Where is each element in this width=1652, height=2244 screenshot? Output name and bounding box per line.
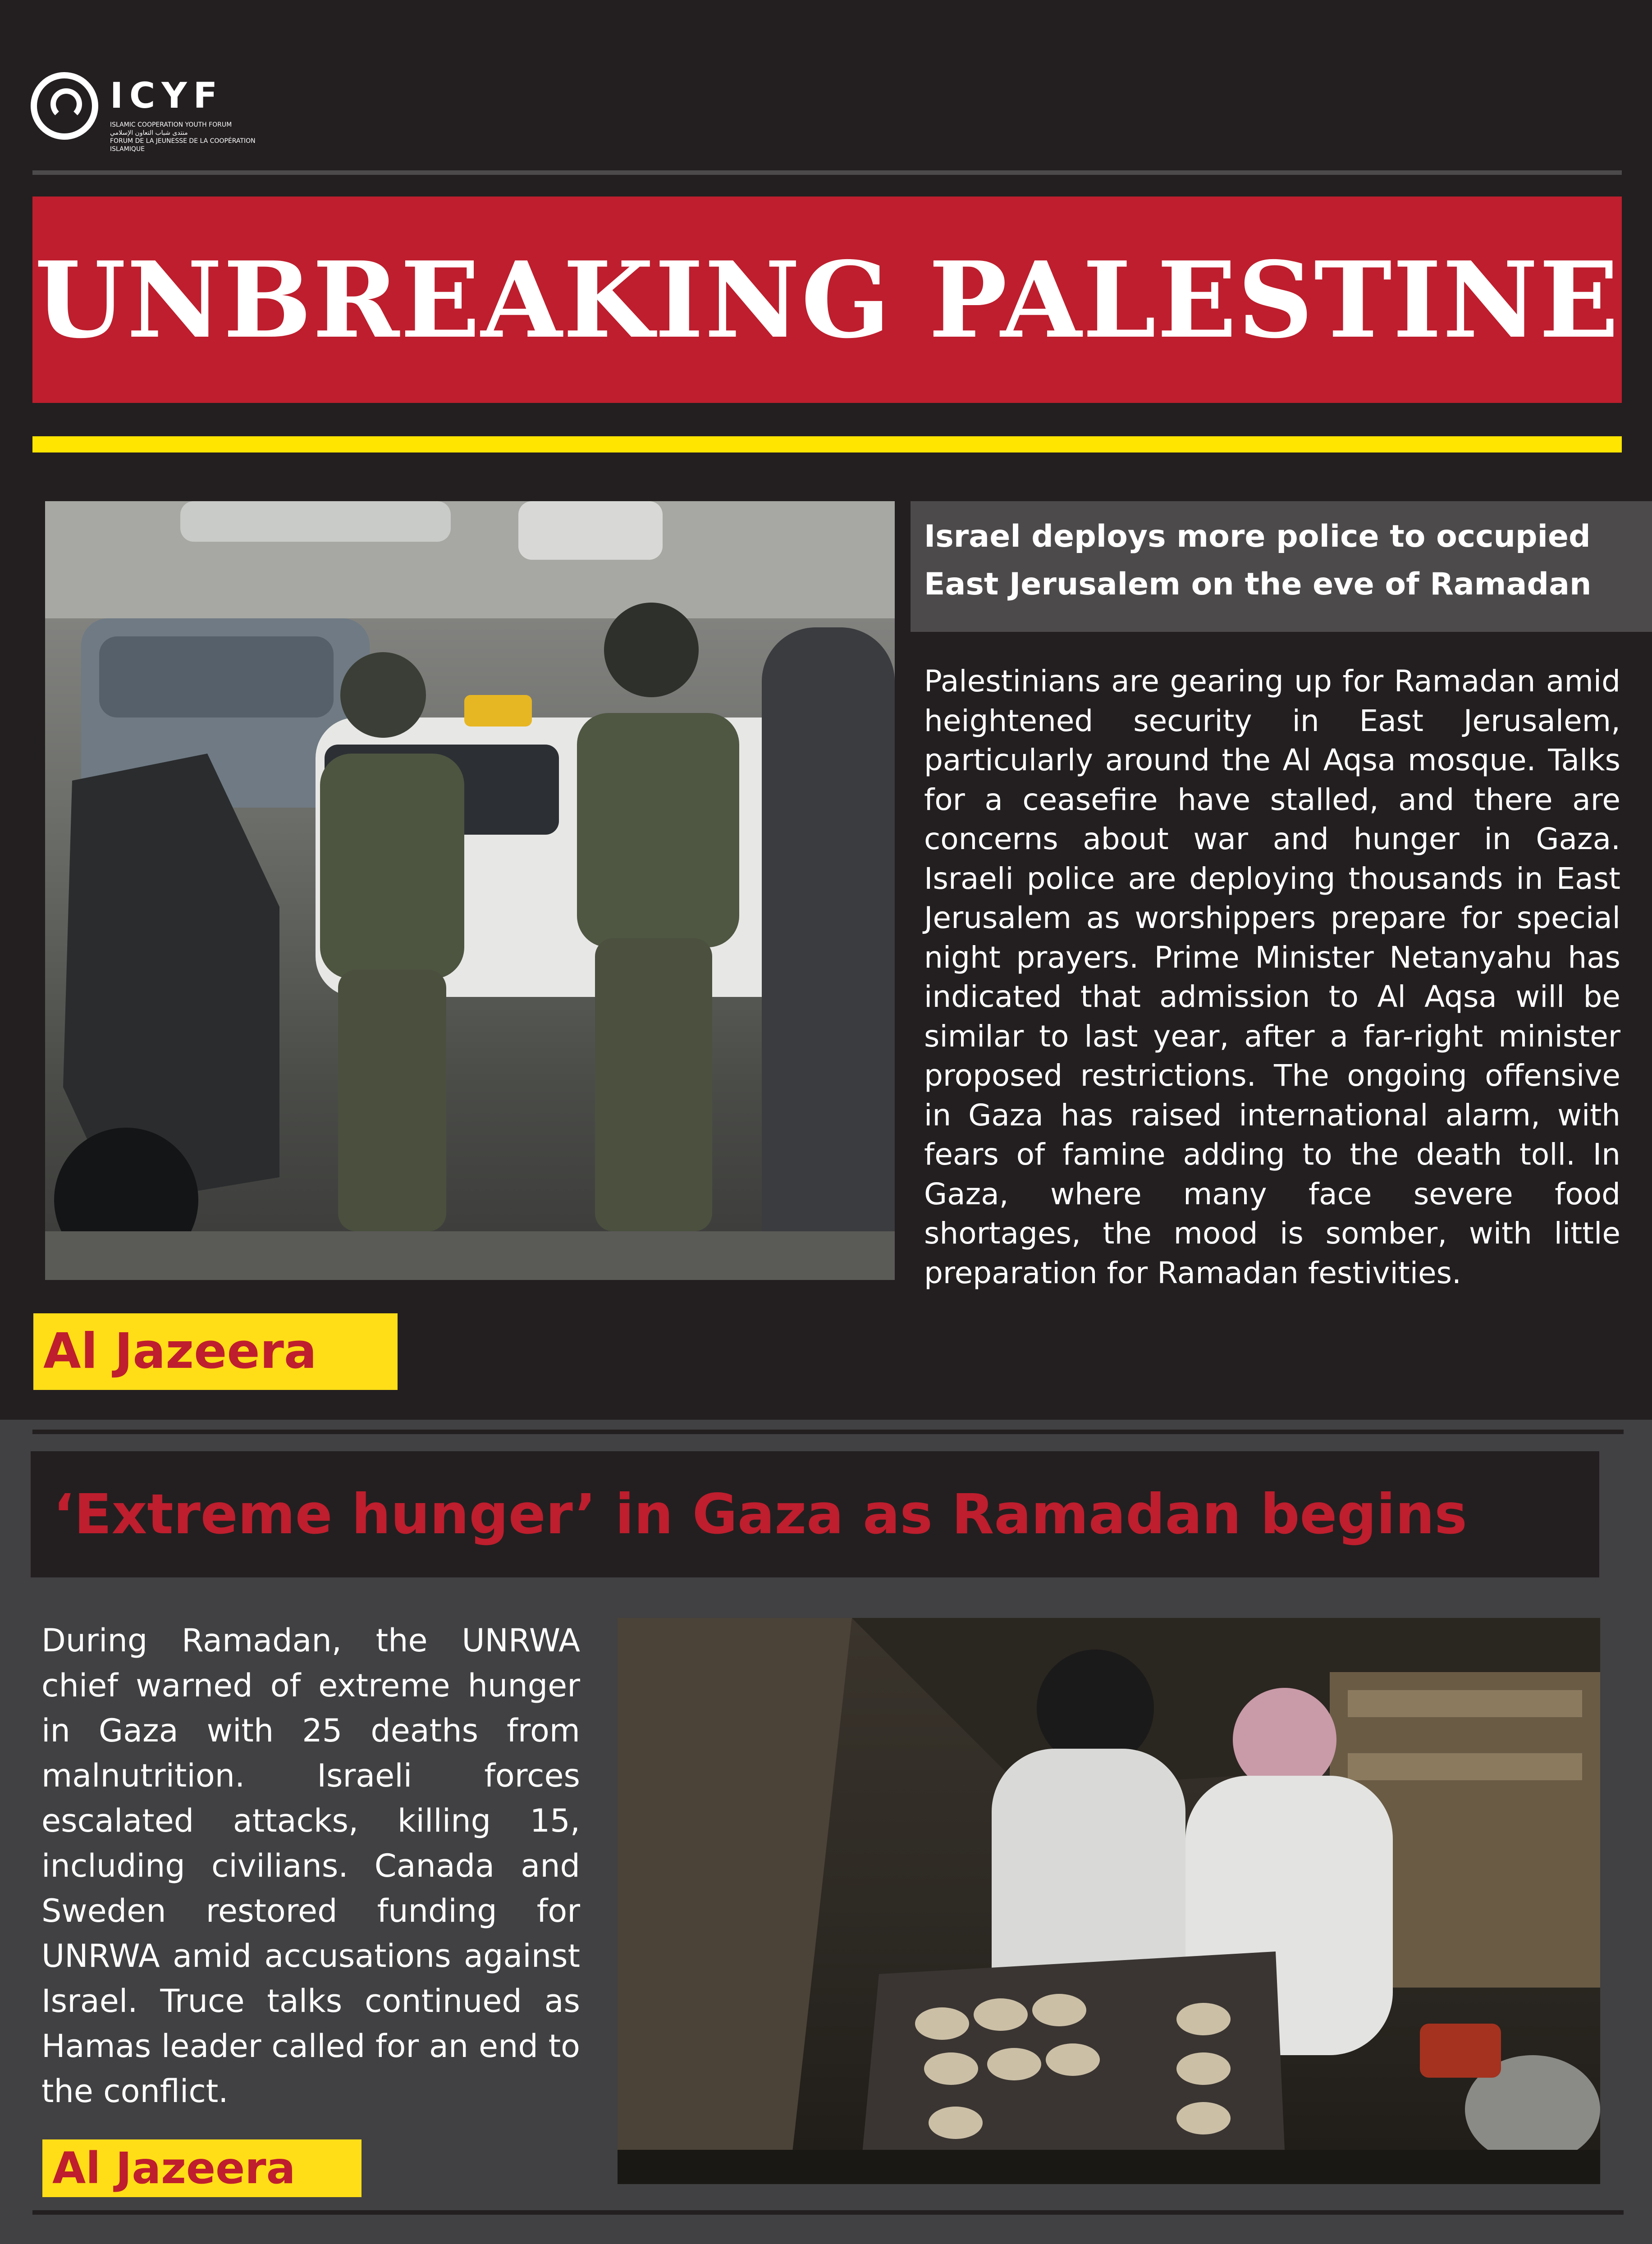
banner-title: UNBREAKING PALESTINE [34, 238, 1620, 361]
logo-subtitle-en: ISLAMIC COOPERATION YOUTH FORUM [110, 121, 232, 128]
bottom-divider [32, 2210, 1624, 2215]
logo-name: ICYF [110, 76, 224, 116]
story2-headline-box [31, 1451, 1599, 1577]
logo-subtitle [110, 121, 263, 153]
bakery-photo [618, 1618, 1600, 2184]
yellow-divider [32, 436, 1622, 452]
story1-body: Palestinians are gearing up for Ramadan amid heightened security in East Jerusalem, particularly around the Al Aqsa mosque. Talks for a ceasefire have stalled, and there are concerns about war and hunger in Gaza. Israeli police are deploying thousands in East Jerusalem as worshippers prepare for special night prayers. Prime Minister Netanyahu has indicated that admission to Al Aqsa will be similar to last year, after a far-right minister proposed restrictions. The ongoing offensive in Gaza has raised international alarm, with fears of famine adding to the death toll. In Gaza, where many face severe food shortages, the mood is somber, with little preparation for Ramadan festivities. [924, 664, 1620, 1290]
story1-headline: Israel deploys more police to occupied East Jerusalem on the eve of Ramadan [924, 519, 1592, 602]
source-badge-story1: Al Jazeera [33, 1313, 398, 1390]
lower-top-divider [32, 1430, 1624, 1434]
story2-body: During Ramadan, the UNRWA chief warned of extreme hunger in Gaza with 25 deaths from malnutrition. Israeli forces escalated attacks, killing 15, including civilians. Canada and Sweden restored funding for UNRWA amid accusations against Israel. Truce talks continued as Hamas leader called for an end to the conflict. [41, 1622, 580, 2110]
top-divider [32, 170, 1622, 175]
story2-headline: ‘Extreme hunger’ in Gaza as Ramadan begins [53, 1482, 1467, 1546]
police-photo-illustration [45, 501, 895, 1280]
story1-headline-box [911, 501, 1652, 632]
icyf-emblem-icon [31, 72, 98, 140]
source-badge-story2: Al Jazeera [42, 2139, 362, 2197]
bakery-photo-illustration [618, 1618, 1600, 2184]
logo-subtitle-ar: منتدى شباب التعاون الإسلامي [110, 129, 188, 137]
icyf-logo [31, 68, 256, 153]
police-photo [45, 501, 895, 1280]
logo-subtitle-fr: FORUM DE LA JEUNESSE DE LA COOPÉRATION ISLAMIQUE [110, 137, 256, 153]
title-banner [32, 197, 1622, 403]
